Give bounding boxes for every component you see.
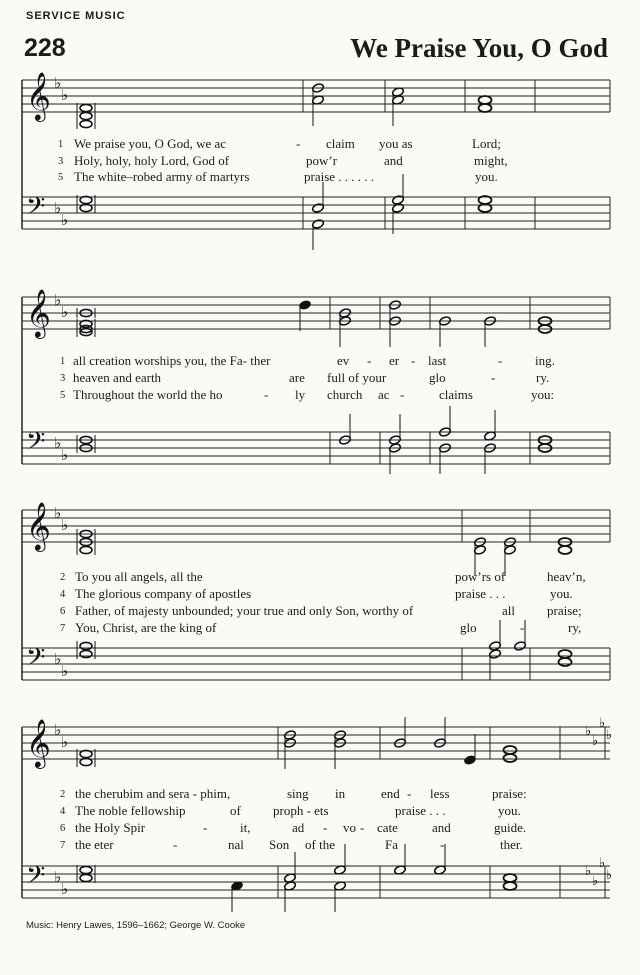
verse-number: 5 xyxy=(60,390,66,401)
flat-icon: ♭ xyxy=(606,868,613,883)
lyric-syllable: - xyxy=(296,136,301,151)
lyric-line xyxy=(75,837,523,853)
flat-icon: ♭ xyxy=(585,864,592,879)
lyric-syllable: - xyxy=(520,620,525,635)
lyric-line xyxy=(75,803,521,819)
flat-icon: ♭ xyxy=(61,303,69,321)
lyric-syllable: cate xyxy=(377,820,398,835)
lyric-syllable: praise . . . xyxy=(455,586,506,601)
flat-icon: ♭ xyxy=(592,874,599,889)
half-note xyxy=(514,641,527,652)
lyric-syllable: the cherubim and sera - phim, xyxy=(75,786,231,801)
verse-number: 4 xyxy=(60,589,66,600)
lyric-syllable: ry. xyxy=(536,370,550,385)
half-note xyxy=(392,203,405,214)
lyric-syllable: it, xyxy=(240,820,251,835)
lyric-syllable: all xyxy=(502,603,515,618)
lyric-syllable: - xyxy=(367,353,372,368)
treble-clef-icon: 𝄞 xyxy=(26,71,51,120)
whole-note xyxy=(504,746,517,754)
bass-clef-icon: 𝄢 xyxy=(26,643,46,678)
lyric-syllable: praise: xyxy=(492,786,527,801)
lyric-syllable: vo xyxy=(343,820,356,835)
lyric-syllable: and xyxy=(432,820,451,835)
whole-note xyxy=(559,650,572,658)
lyric-syllable: The white–robed army of martyrs xyxy=(74,169,250,184)
lyric-line xyxy=(75,786,527,802)
bass-clef-icon: 𝄢 xyxy=(26,861,46,896)
flat-icon: ♭ xyxy=(54,721,62,739)
whole-note xyxy=(479,104,492,112)
lyric-syllable: less xyxy=(430,786,450,801)
breve-note xyxy=(80,874,92,881)
whole-note xyxy=(559,658,572,666)
lyric-syllable: ac xyxy=(378,387,390,402)
lyric-syllable: all creation worships you, the Fa- ther xyxy=(73,353,271,368)
flat-icon: ♭ xyxy=(54,434,62,452)
flat-icon: ♭ xyxy=(61,880,69,898)
flat-icon: ♭ xyxy=(592,734,599,749)
lyric-syllable: claims xyxy=(439,387,473,402)
lyric-syllable: praise . . . . . . xyxy=(304,169,375,184)
lyric-syllable: ly xyxy=(295,387,306,402)
lyric-syllable: proph - ets xyxy=(273,803,329,818)
lyric-syllable: - xyxy=(491,370,496,385)
lyric-syllable: Son xyxy=(269,837,290,852)
lyric-syllable: you. xyxy=(498,803,521,818)
lyric-syllable: We praise you, O God, we ac xyxy=(74,136,227,151)
lyric-syllable: The noble fellowship xyxy=(75,803,186,818)
lyric-syllable: ing. xyxy=(535,353,555,368)
lyric-syllable: glo xyxy=(460,620,477,635)
treble-clef-icon: 𝄞 xyxy=(26,501,51,550)
lyric-syllable: pow’rs of xyxy=(455,569,506,584)
hymn-title: We Praise You, O God xyxy=(350,33,608,63)
lyric-line xyxy=(75,603,582,619)
lyric-syllable: sing xyxy=(287,786,309,801)
breve-note xyxy=(80,112,92,119)
whole-note xyxy=(559,546,572,554)
lyric-syllable: ry, xyxy=(568,620,582,635)
whole-note xyxy=(504,754,517,762)
lyric-line xyxy=(74,153,508,169)
flat-icon: ♭ xyxy=(54,291,62,309)
lyric-syllable: - xyxy=(411,353,416,368)
breve-note xyxy=(80,642,92,649)
bass-clef-icon: 𝄢 xyxy=(26,427,46,462)
flat-icon: ♭ xyxy=(54,504,62,522)
lyric-syllable: heav’n, xyxy=(547,569,586,584)
lyric-syllable: - xyxy=(203,820,208,835)
flat-icon: ♭ xyxy=(585,724,592,739)
whole-note xyxy=(504,874,517,882)
lyric-syllable: pow’r xyxy=(306,153,338,168)
lyric-syllable: - xyxy=(173,837,178,852)
lyric-syllable: church xyxy=(327,387,363,402)
music-credit: Music: Henry Lawes, 1596–1662; George W. Cooke xyxy=(26,920,246,931)
lyric-line xyxy=(75,586,573,602)
verse-number: 2 xyxy=(60,572,66,583)
verse-number: 1 xyxy=(58,139,64,150)
lyric-syllable: praise . . . xyxy=(395,803,446,818)
verse-number: 7 xyxy=(60,623,66,634)
treble-clef-icon: 𝄞 xyxy=(26,288,51,337)
flat-icon: ♭ xyxy=(599,716,606,731)
lyric-syllable: you: xyxy=(531,387,555,402)
lyric-syllable: you. xyxy=(550,586,573,601)
lyric-syllable: of the xyxy=(305,837,335,852)
lyric-syllable: you as xyxy=(379,136,413,151)
lyric-line xyxy=(75,569,586,585)
lyric-line xyxy=(74,169,498,185)
flat-icon: ♭ xyxy=(61,516,69,534)
whole-note xyxy=(504,882,517,890)
lyric-syllable: Throughout the world the ho xyxy=(73,387,223,402)
whole-note xyxy=(479,96,492,104)
lyric-line xyxy=(73,353,555,369)
verse-number: 6 xyxy=(60,606,66,617)
lyric-line xyxy=(73,370,550,386)
quarter-note xyxy=(299,300,312,311)
flat-icon: ♭ xyxy=(61,662,69,680)
lyric-syllable: Lord; xyxy=(472,136,501,151)
half-note xyxy=(312,203,325,214)
lyric-syllable: Father, of majesty unbounded; your true and only Son, worthy of xyxy=(75,603,414,618)
verse-number: 2 xyxy=(60,789,66,800)
lyric-syllable: are xyxy=(289,370,305,385)
verse-number: 7 xyxy=(60,840,66,851)
lyric-syllable: The glorious company of apostles xyxy=(75,586,252,601)
lyric-syllable: heaven and earth xyxy=(73,370,162,385)
verse-number: 3 xyxy=(58,156,64,167)
lyric-syllable: praise; xyxy=(547,603,582,618)
lyric-syllable: - xyxy=(360,820,365,835)
lyric-syllable: ad xyxy=(292,820,305,835)
lyric-syllable: last xyxy=(428,353,447,368)
lyric-line xyxy=(73,387,555,403)
lyric-syllable: you. xyxy=(475,169,498,184)
lyric-syllable: To you all angels, all the xyxy=(75,569,203,584)
lyric-line xyxy=(75,820,527,836)
flat-icon: ♭ xyxy=(61,211,69,229)
lyric-syllable: - xyxy=(498,353,503,368)
lyric-syllable: end xyxy=(381,786,400,801)
lyric-line xyxy=(74,136,501,152)
verse-number: 4 xyxy=(60,806,66,817)
lyric-syllable: Fa xyxy=(385,837,398,852)
flat-icon: ♭ xyxy=(606,728,613,743)
flat-icon: ♭ xyxy=(599,856,606,871)
treble-clef-icon: 𝄞 xyxy=(26,718,51,767)
verse-number: 6 xyxy=(60,823,66,834)
flat-icon: ♭ xyxy=(61,733,69,751)
hymn-number: 228 xyxy=(24,34,66,62)
lyric-syllable: Holy, holy, holy Lord, God of xyxy=(74,153,230,168)
verse-number: 3 xyxy=(60,373,66,384)
lyric-syllable: - xyxy=(323,820,328,835)
lyric-syllable: - xyxy=(407,786,412,801)
flat-icon: ♭ xyxy=(61,446,69,464)
lyric-syllable: of xyxy=(230,803,241,818)
half-note xyxy=(312,219,325,230)
lyric-syllable: You, Christ, are the king of xyxy=(75,620,217,635)
verse-number: 5 xyxy=(58,172,64,183)
half-note xyxy=(489,649,502,660)
flat-icon: ♭ xyxy=(54,650,62,668)
flat-icon: ♭ xyxy=(61,86,69,104)
breve-note xyxy=(80,546,92,553)
lyric-syllable: and xyxy=(384,153,403,168)
lyric-syllable: nal xyxy=(228,837,244,852)
lyric-syllable: full of your xyxy=(327,370,387,385)
lyric-syllable: er xyxy=(389,353,400,368)
lyric-syllable: - xyxy=(400,387,405,402)
lyric-syllable: ther. xyxy=(500,837,523,852)
lyric-syllable: guide. xyxy=(494,820,527,835)
quarter-note xyxy=(464,755,477,766)
flat-icon: ♭ xyxy=(54,868,62,886)
breve-note xyxy=(80,120,92,127)
lyric-line xyxy=(75,620,582,636)
verse-number: 1 xyxy=(60,356,66,367)
breve-note xyxy=(80,866,92,873)
flat-icon: ♭ xyxy=(54,74,62,92)
breve-note xyxy=(80,104,92,111)
breve-note xyxy=(80,650,92,657)
flat-icon: ♭ xyxy=(54,199,62,217)
lyric-syllable: in xyxy=(335,786,346,801)
lyric-syllable: - xyxy=(264,387,269,402)
lyric-syllable: glo xyxy=(429,370,446,385)
half-note xyxy=(504,545,517,556)
half-note xyxy=(474,545,487,556)
lyric-syllable: - xyxy=(440,837,445,852)
section-label: SERVICE MUSIC xyxy=(26,10,126,22)
lyric-syllable: might, xyxy=(474,153,508,168)
lyric-syllable: claim xyxy=(326,136,355,151)
lyric-syllable: ev xyxy=(337,353,350,368)
lyric-syllable: the eter xyxy=(75,837,114,852)
bass-clef-icon: 𝄢 xyxy=(26,192,46,227)
lyric-syllable: the Holy Spir xyxy=(75,820,146,835)
